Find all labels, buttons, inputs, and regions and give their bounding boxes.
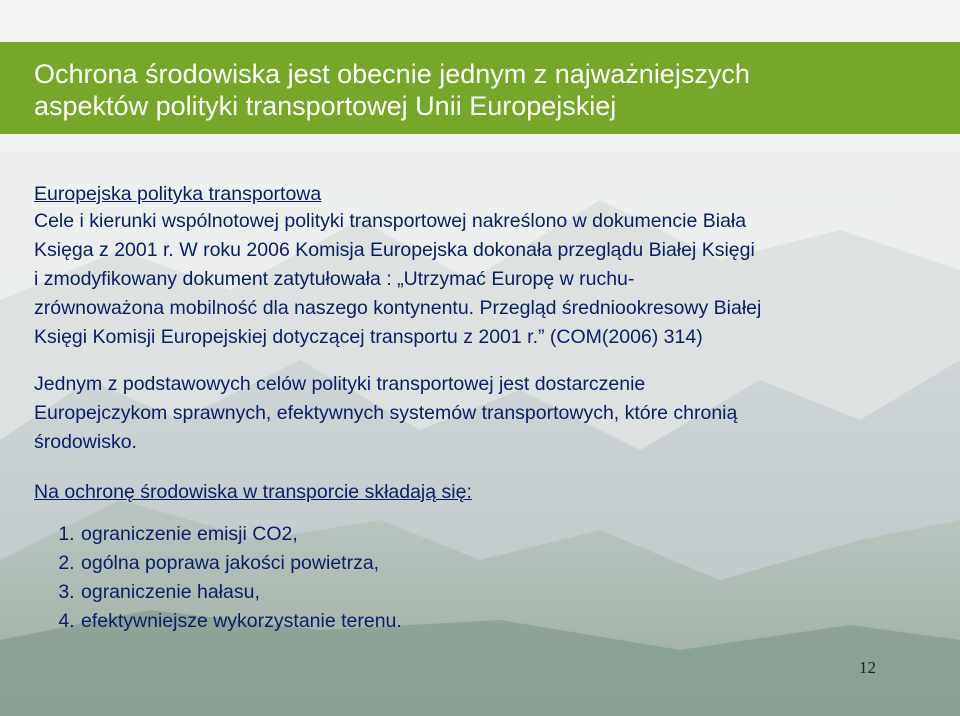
section-heading: Europejska polityka transportowa bbox=[34, 183, 322, 205]
para1-line-4: zrównoważona mobilność dla naszego kontynentu. Przegląd średniookresowy Białej bbox=[34, 297, 762, 319]
list-item: 2. ogólna poprawa jakości powietrza, bbox=[80, 549, 934, 578]
slide-title bbox=[34, 58, 934, 122]
para2-line-1: Jednym z podstawowych celów polityki transportowej jest dostarczenie bbox=[34, 373, 646, 395]
page-number: 12 bbox=[859, 658, 876, 677]
list-item: 1. ograniczenie emisji CO2, bbox=[80, 520, 934, 549]
para1-line-3: i zmodyfikowany dokument zatytułowała : „Utrzymać Europę w ruchu- bbox=[34, 268, 635, 290]
title-line-1: Ochrona środowiska jest obecnie jednym z najważniejszych bbox=[34, 59, 750, 89]
list-item: 4. efektywniejsze wykorzystanie terenu. bbox=[80, 607, 934, 636]
para1-line-5: Księgi Komisji Europejskiej dotyczącej transportu z 2001 r.” (COM(2006) 314) bbox=[34, 326, 703, 348]
list-heading: Na ochronę środowiska w transporcie składają się: bbox=[34, 481, 472, 503]
para1-line-2: Księga z 2001 r. W roku 2006 Komisja Europejska dokonała przeglądu Białej Księgi bbox=[34, 239, 755, 261]
slide-content bbox=[34, 183, 934, 636]
para2-line-2: Europejczykom sprawnych, efektywnych systemów transportowych, które chronią bbox=[34, 402, 738, 424]
list-item: 3. ograniczenie hałasu, bbox=[80, 578, 934, 607]
environment-list bbox=[34, 520, 934, 636]
paragraph-goals bbox=[34, 370, 934, 457]
para1-line-1: Cele i kierunki wspólnotowej polityki transportowej nakreślono w dokumencie Biała bbox=[34, 210, 747, 232]
title-line-2: aspektów polityki transportowej Unii Europejskiej bbox=[34, 91, 617, 121]
paragraph-white-paper bbox=[34, 207, 934, 352]
para2-line-3: środowisko. bbox=[34, 431, 137, 453]
